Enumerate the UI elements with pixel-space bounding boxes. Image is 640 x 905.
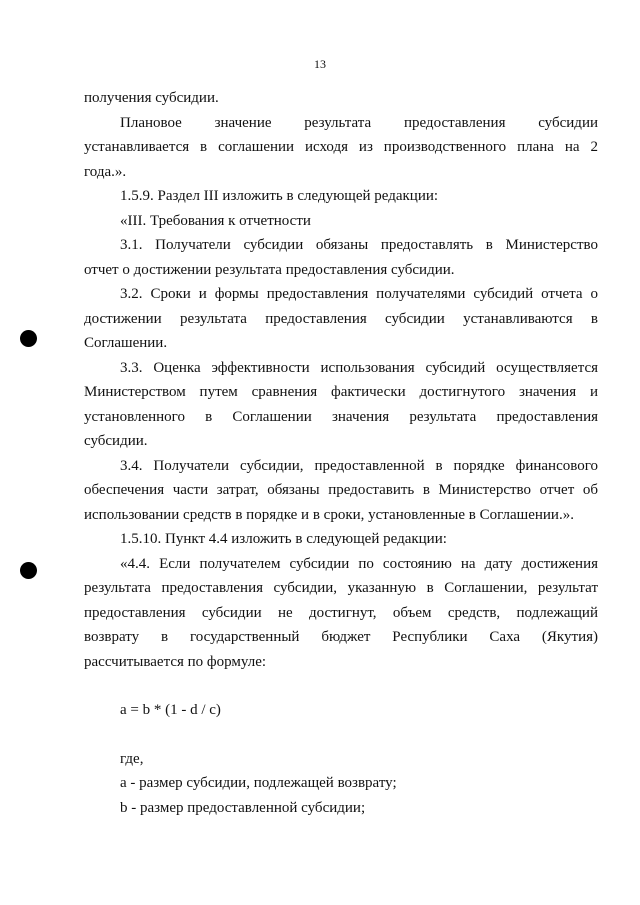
text-line: субсидии.: [84, 433, 148, 449]
text-line: 3.1. Получатели субсидии обязаны предоставлять в Министерство: [120, 237, 598, 253]
legend-line: a - размер субсидии, подлежащей возврату;: [120, 775, 397, 791]
text-line: Министерством путем сравнения фактически достигнутого значения и: [84, 384, 598, 400]
formula: a = b * (1 - d / c): [120, 702, 221, 718]
spacer: [84, 674, 598, 698]
text-line: «III. Требования к отчетности: [120, 212, 311, 229]
text-line: установленного в Соглашении значения результата предоставления: [84, 408, 598, 425]
formula-legend: [84, 747, 598, 821]
text-line: отчет о достижении результата предоставления субсидии.: [84, 261, 455, 278]
text-line: 3.3. Оценка эффективности использования субсидий осуществляется: [120, 359, 598, 376]
paragraphs: [84, 86, 598, 674]
text-line: Плановое значение результата предоставления субсидии: [120, 114, 598, 131]
punch-hole-bottom: [20, 562, 37, 579]
text-line: результата предоставления субсидии, указанную в Соглашении, результат: [84, 580, 598, 596]
text-line: 1.5.10. Пункт 4.4 изложить в следующей редакции:: [120, 531, 447, 547]
text-line: устанавливается в соглашении исходя из производственного плана на 2: [84, 139, 598, 155]
text-line: обеспечения части затрат, обязаны предоставить в Министерство отчет об: [84, 482, 598, 498]
legend-line: где,: [120, 750, 144, 767]
text-line: года.».: [84, 163, 127, 180]
text-line: рассчитывается по формуле:: [84, 653, 267, 670]
text-line: 3.4. Получатели субсидии, предоставленной в порядке финансового: [120, 457, 598, 474]
text-line: предоставления субсидии не достигнут, объем средств, подлежащий: [84, 604, 598, 621]
text-line: достижении результата предоставления субсидии устанавливаются в: [84, 310, 598, 327]
spacer: [84, 723, 598, 747]
document-body: [84, 86, 598, 820]
legend-line: b - размер предоставленной субсидии;: [120, 799, 366, 816]
punch-hole-top: [20, 330, 37, 347]
text-line: 3.2. Сроки и формы предоставления получателями субсидий отчета о: [120, 286, 598, 302]
text-line: использовании средств в порядке и в сроки, установленные в Соглашении.».: [84, 506, 574, 523]
text-line: Соглашении.: [84, 335, 168, 351]
text-line: получения субсидии.: [84, 90, 219, 106]
text-line: «4.4. Если получателем субсидии по состоянию на дату достижения: [120, 555, 598, 572]
page-number: 13: [314, 57, 326, 71]
text-line: 1.5.9. Раздел III изложить в следующей редакции:: [120, 188, 439, 204]
text-line: возврату в государственный бюджет Республики Саха (Якутия): [84, 629, 598, 645]
